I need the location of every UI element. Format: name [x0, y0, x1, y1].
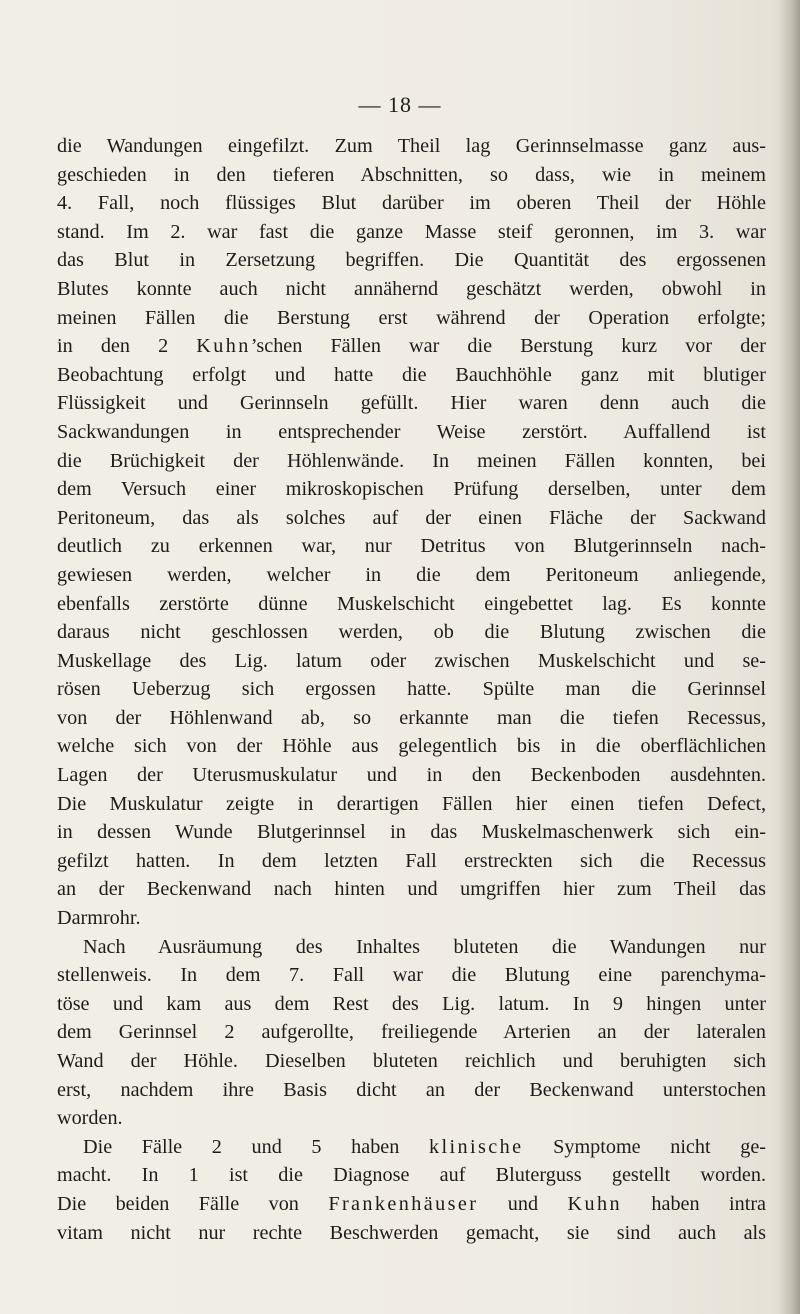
text-line [57, 1219, 766, 1248]
text-line [57, 1190, 766, 1219]
text-segment: an der Beckenwand nach hinten und umgriffen hier zum Theil das [57, 878, 766, 901]
text-segment: haben intra [621, 1192, 766, 1215]
text-line [57, 475, 766, 504]
text-segment: töse und kam aus dem Rest des Lig. latum. In 9 hingen unter [57, 992, 766, 1015]
text-line [57, 704, 766, 733]
text-segment: meinen Fällen die Berstung erst während der Operation erfolgte; [57, 306, 766, 329]
text-segment: von der Höhlenwand ab, so erkannte man die tiefen Recessus, [57, 706, 766, 729]
text-segment: Blutes konnte auch nicht annähernd geschätzt werden, obwohl in [57, 277, 766, 300]
text-line [57, 761, 766, 790]
text-line [57, 732, 766, 761]
text-line [57, 1161, 766, 1190]
text-line [57, 561, 766, 590]
text-line [57, 818, 766, 847]
text-segment: Beobachtung erfolgt und hatte die Bauchhöhle ganz mit blutiger [57, 363, 766, 386]
text-line [57, 389, 766, 418]
text-segment: vitam nicht nur rechte Beschwerden gemacht, sie sind auch als [57, 1221, 766, 1244]
text-segment: worden. [57, 1107, 123, 1130]
text-segment: deutlich zu erkennen war, nur Detritus von Blutgerinnseln nach- [57, 535, 766, 558]
spaced-name: Kuhn [196, 335, 251, 358]
text-segment: dem Versuch einer mikroskopischen Prüfung derselben, unter dem [57, 478, 766, 501]
text-segment: gewiesen werden, welcher in die dem Peritoneum anliegende, [57, 563, 766, 586]
text-segment: 4. Fall, noch flüssiges Blut darüber im oberen Theil der Höhle [57, 192, 766, 215]
text-segment: in dessen Wunde Blutgerinnsel in das Muskelmaschenwerk sich ein- [57, 821, 766, 844]
text-segment: rösen Ueberzug sich ergossen hatte. Spülte man die Gerinnsel [57, 678, 766, 701]
text-line [57, 332, 766, 361]
text-segment: Die Muskulatur zeigte in derartigen Fällen hier einen tiefen Defect, [57, 792, 766, 815]
text-line [57, 1018, 766, 1047]
text-segment: daraus nicht geschlossen werden, ob die Blutung zwischen die [57, 621, 766, 644]
text-segment: das Blut in Zersetzung begriffen. Die Quantität des ergossenen [57, 249, 766, 272]
text-segment: macht. In 1 ist die Diagnose auf Bluterguss gestellt worden. [57, 1164, 766, 1187]
text-segment: ebenfalls zerstörte dünne Muskelschicht eingebettet lag. Es konnte [57, 592, 766, 615]
text-segment: in den 2 [57, 335, 197, 358]
text-line [57, 304, 766, 333]
page-edge-shadow [778, 0, 800, 1314]
body-text [57, 132, 766, 1247]
text-line [57, 904, 766, 933]
text-segment: stellenweis. In dem 7. Fall war die Blutung eine parenchyma- [57, 964, 766, 987]
text-line [57, 618, 766, 647]
text-segment: Muskellage des Lig. latum oder zwischen Muskelschicht und se- [57, 649, 766, 672]
text-line [57, 990, 766, 1019]
text-segment: Flüssigkeit und Gerinnseln gefüllt. Hier waren denn auch die [57, 392, 766, 415]
page-number: — 18 — [358, 92, 442, 117]
text-segment: Symptome nicht ge- [523, 1135, 766, 1158]
text-line [57, 847, 766, 876]
text-line [57, 418, 766, 447]
text-line [57, 189, 766, 218]
text-segment: Darmrohr. [57, 907, 141, 930]
spaced-name: klinische [429, 1135, 524, 1158]
text-line [57, 246, 766, 275]
text-segment: Die Fälle 2 und 5 haben [83, 1135, 429, 1158]
text-line [57, 132, 766, 161]
text-line [57, 161, 766, 190]
text-line [57, 1076, 766, 1105]
text-segment: dem Gerinnsel 2 aufgerollte, freiliegende Arterien an der lateralen [57, 1021, 766, 1044]
text-segment: ’schen Fällen war die Berstung kurz vor der [250, 335, 766, 358]
text-line [57, 961, 766, 990]
text-segment: Lagen der Uterusmuskulatur und in den Beckenboden ausdehnten. [57, 764, 766, 787]
text-line [57, 1104, 766, 1133]
text-segment: Die beiden Fälle von [57, 1192, 329, 1215]
text-segment: welche sich von der Höhle aus gelegentlich bis in die oberflächlichen [57, 735, 766, 758]
text-line [57, 532, 766, 561]
text-segment: geschieden in den tieferen Abschnitten, so dass, wie in meinem [57, 163, 766, 186]
text-segment: und [478, 1192, 568, 1215]
text-segment: gefilzt hatten. In dem letzten Fall erstreckten sich die Recessus [57, 849, 766, 872]
text-line [57, 447, 766, 476]
text-line [57, 1047, 766, 1076]
text-segment: die Wandungen eingefilzt. Zum Theil lag Gerinnselmasse ganz aus- [57, 135, 766, 157]
text-segment: die Brüchigkeit der Höhlenwände. In meinen Fällen konnten, bei [57, 449, 766, 472]
text-line [57, 218, 766, 247]
text-line [57, 504, 766, 533]
text-segment: Peritoneum, das als solches auf der einen Fläche der Sackwand [57, 506, 766, 529]
text-segment: stand. Im 2. war fast die ganze Masse steif geronnen, im 3. war [57, 220, 766, 243]
text-line [57, 590, 766, 619]
text-segment: erst, nachdem ihre Basis dicht an der Beckenwand unterstochen [57, 1078, 766, 1101]
text-line [57, 1133, 766, 1162]
text-line [57, 675, 766, 704]
spaced-name: Kuhn [567, 1192, 622, 1215]
text-segment: Wand der Höhle. Dieselben bluteten reichlich und beruhigten sich [57, 1050, 766, 1072]
text-line [57, 361, 766, 390]
text-line [57, 933, 766, 962]
text-line [57, 790, 766, 819]
text-line [57, 647, 766, 676]
text-line [57, 275, 766, 304]
text-segment: Sackwandungen in entsprechender Weise zerstört. Auffallend ist [57, 420, 766, 443]
spaced-name: Frankenhäuser [328, 1192, 479, 1215]
text-line [57, 875, 766, 904]
text-segment: Nach Ausräumung des Inhaltes bluteten die Wandungen nur [83, 935, 766, 958]
